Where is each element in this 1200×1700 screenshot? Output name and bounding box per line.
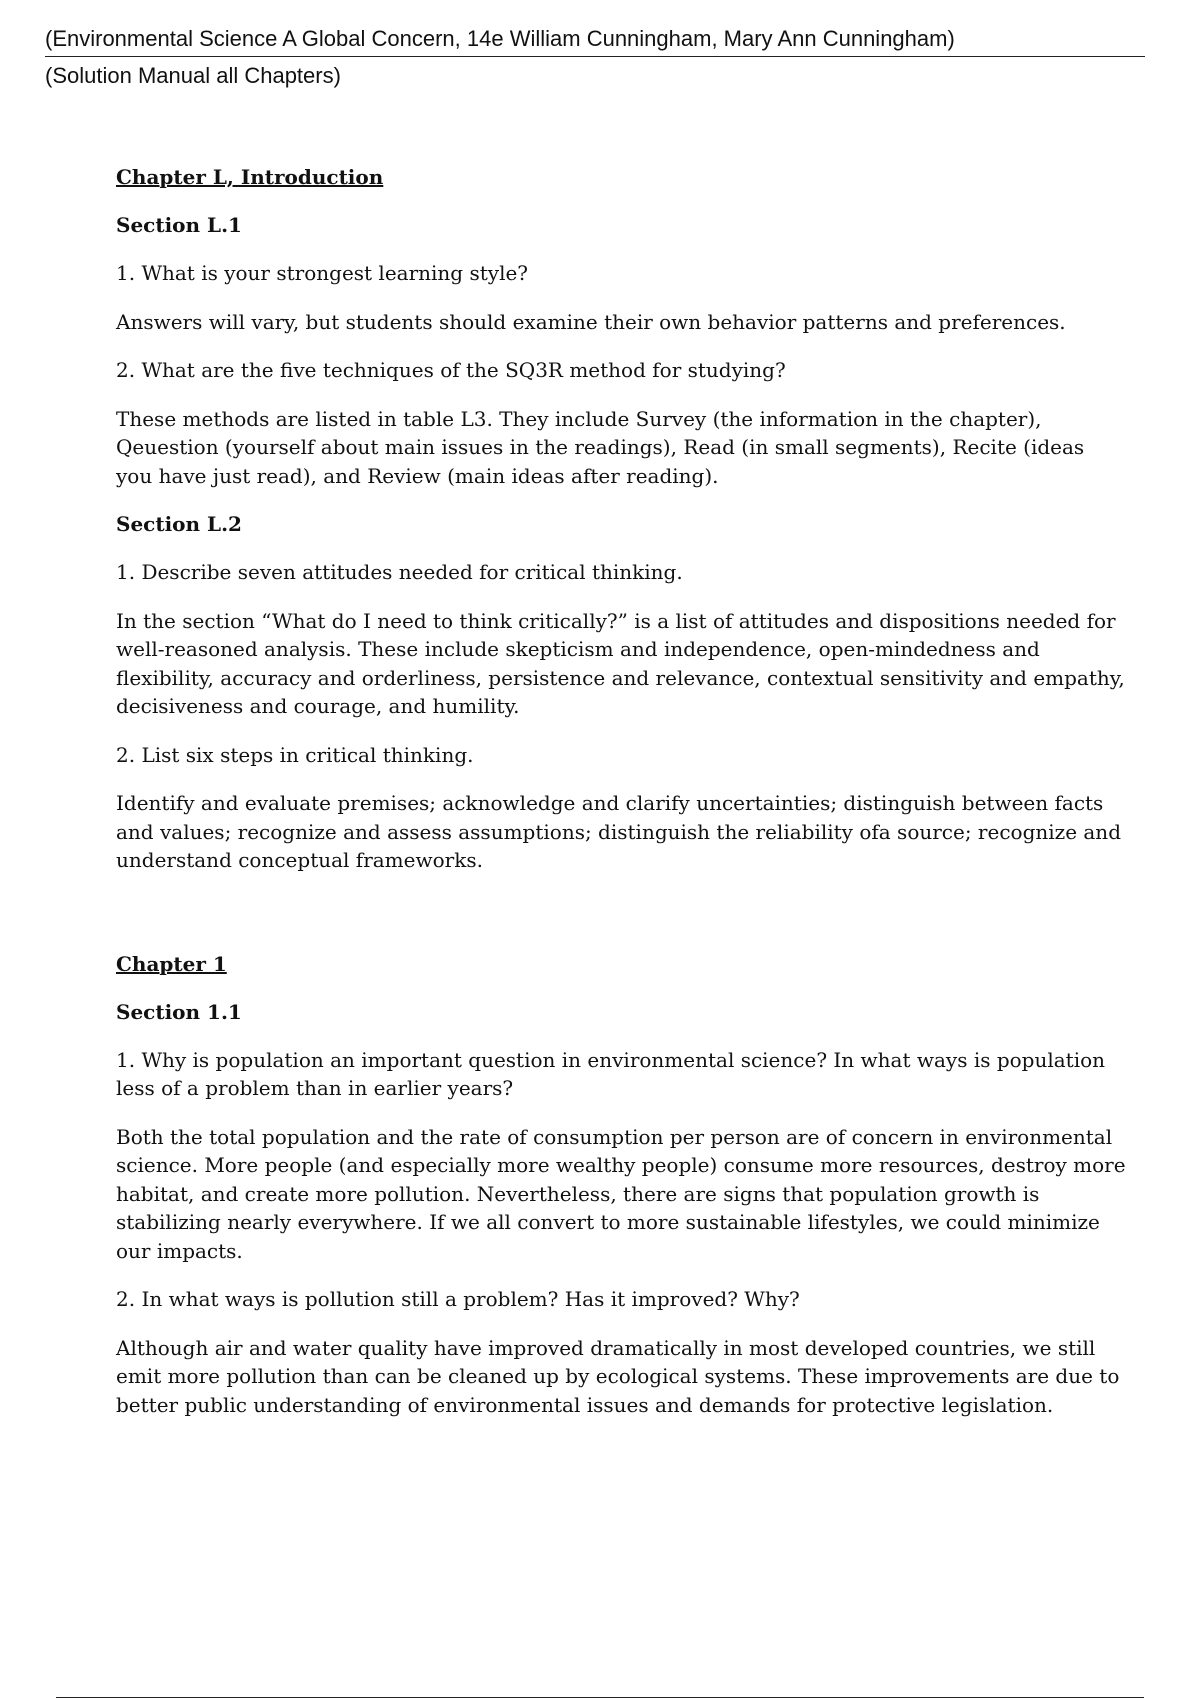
solution-manual-subtitle: (Solution Manual all Chapters): [45, 63, 341, 88]
chapter-1-title: Chapter 1: [116, 951, 227, 976]
chapter-spacer: [116, 895, 1126, 950]
question-text: 2. In what ways is pollution still a problem? Has it improved? Why?: [116, 1287, 800, 1311]
answer-text: Although air and water quality have improved dramatically in most developed countries, we still emit more pollution than can be cleaned up by ecological systems. These improvements are due to better public understanding of environmental issues and demands for protective legislation.: [116, 1335, 1120, 1417]
chapter-l-title: Chapter L, Introduction: [116, 165, 384, 189]
answer-text: Both the total population and the rate of consumption per person are of concern in environmental science. More people (and especially more wealthy people) consume more resources, destroy more habitat, and create more pollution. Nevertheless, there are signs that population growth is stabilizing nearly everywhere. If we all convert to more sustainable lifestyles, we could minimize our impacts.: [116, 1124, 1126, 1263]
question-text: 1. Describe seven attitudes needed for critical thinking.: [116, 560, 683, 584]
book-title-header: (Environmental Science A Global Concern, 14e William Cunningham, Mary Ann Cunningham): [45, 22, 1145, 57]
question-text: 2. List six steps in critical thinking.: [116, 742, 474, 767]
answer-text: These methods are listed in table L3. They include Survey (the information in the chapter), Qeuestion (yourself about main issues in the readings), Read (in small segments), Recite (ideas you have just read), and Review (main ideas after reading).: [116, 406, 1085, 488]
document-body: [116, 163, 1126, 1439]
answer-text: Identify and evaluate premises; acknowledge and clarify uncertainties; distinguish between facts and values; recognize and assess assumptions; distinguish the reliability ofa source; recognize and understand conceptual frameworks.: [116, 791, 1121, 872]
section-1-1-title: Section 1.1: [116, 999, 242, 1024]
question-text: 1. What is your strongest learning style?: [116, 261, 529, 285]
answer-text: Answers will vary, but students should examine their own behavior patterns and preferences.: [116, 309, 1066, 334]
answer-text: In the section “What do I need to think critically?” is a list of attitudes and dispositions needed for well-reasoned analysis. These include skepticism and independence, open-mindedness and flexibility, accuracy and orderliness, persistence and relevance, contextual sensitivity and empathy, decisiveness and courage, and humility.: [116, 608, 1125, 718]
question-text: 1. Why is population an important question in environmental science? In what ways is population less of a problem than in earlier years?: [116, 1047, 1106, 1100]
question-text: 2. What are the five techniques of the SQ3R method for studying?: [116, 358, 786, 382]
page-header: [45, 22, 1145, 93]
section-l2-title: Section L.2: [116, 512, 242, 536]
footer-divider: [56, 1697, 1144, 1698]
section-l1-title: Section L.1: [116, 213, 242, 237]
